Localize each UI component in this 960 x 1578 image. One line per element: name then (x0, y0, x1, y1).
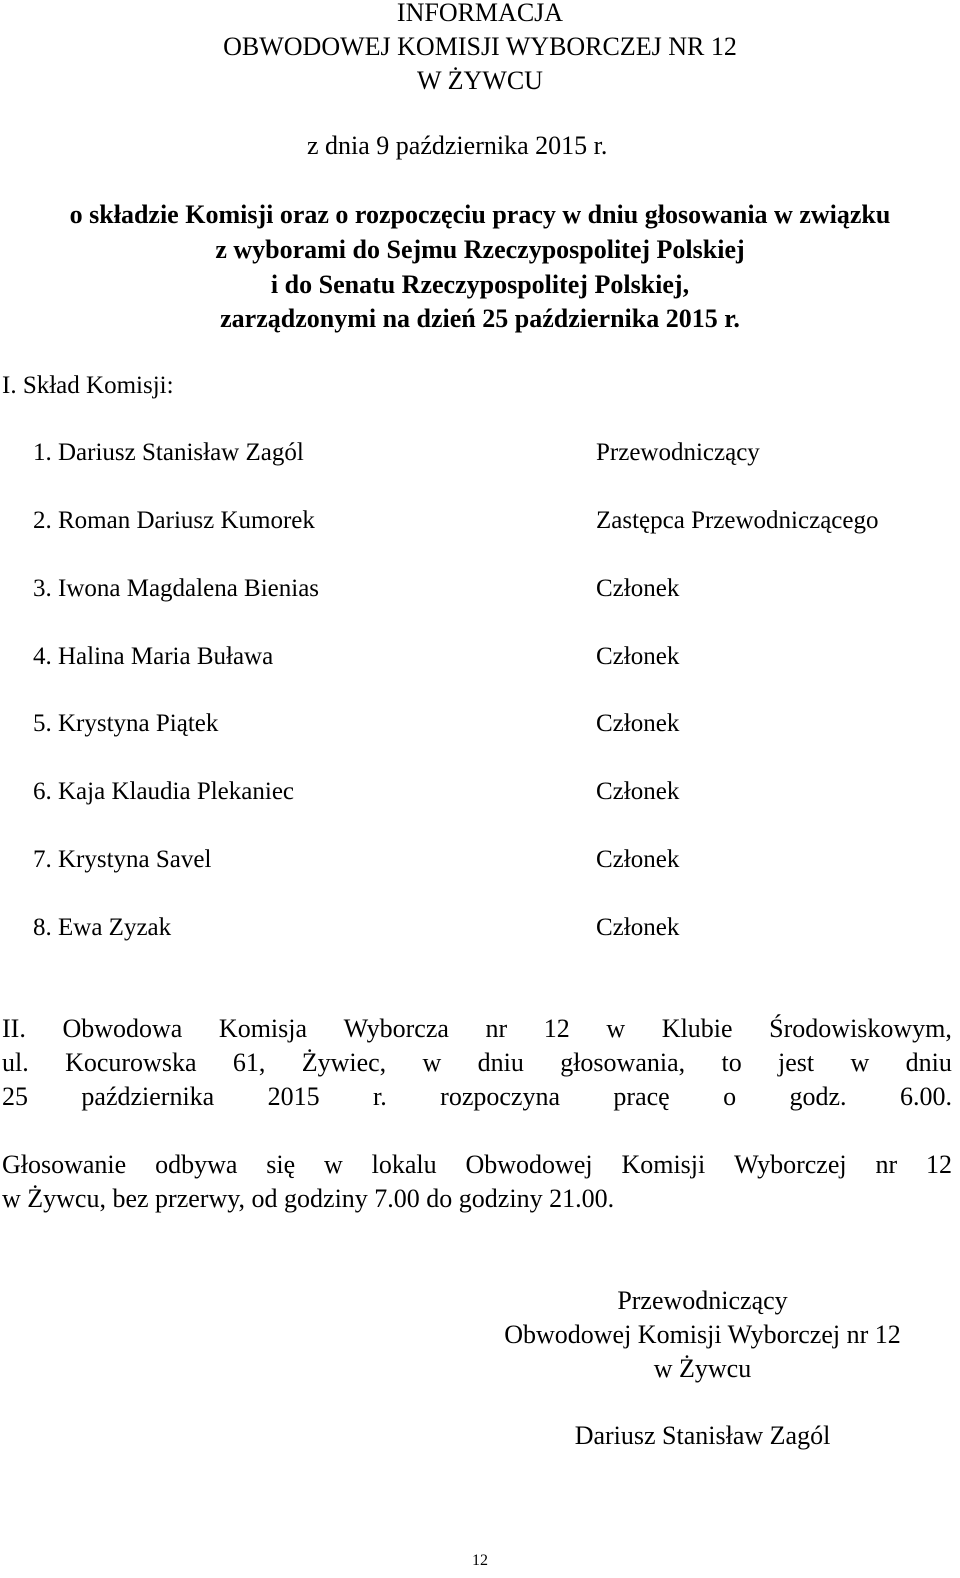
section2-line1 (2, 1016, 952, 1042)
section2-line3 (2, 1084, 952, 1110)
paragraph-word: Żywiec, (301, 1048, 387, 1077)
subject-line4: zarządzonymi na dzień 25 października 2015 r. (220, 304, 740, 333)
paragraph-word: jest (778, 1048, 815, 1077)
member-role: Członek (596, 914, 680, 941)
member-role: Członek (596, 643, 680, 670)
paragraph-word: w (324, 1150, 343, 1179)
subject-line3: i do Senatu Rzeczypospolitej Polskiej, (270, 270, 690, 299)
page-number: 12 (472, 1552, 488, 1569)
member-name: 6. Kaja Klaudia Plekaniec (33, 778, 295, 805)
document-title-line1: INFORMACJA (396, 0, 564, 27)
paragraph-word: o (723, 1082, 737, 1111)
paragraph-word: dniu (905, 1048, 952, 1077)
member-name: 5. Krystyna Piątek (33, 710, 219, 737)
paragraph-word: 12 (925, 1150, 952, 1179)
paragraph-word: w (422, 1048, 442, 1077)
signature-name: Dariusz Stanisław Zagól (574, 1421, 831, 1450)
member-role: Członek (596, 846, 680, 873)
member-name: 8. Ewa Zyzak (33, 914, 172, 941)
paragraph-word: Klubie (661, 1014, 733, 1043)
member-role: Członek (596, 575, 680, 602)
paragraph-word: ul. (2, 1048, 29, 1077)
member-name: 3. Iwona Magdalena Bienias (33, 575, 320, 602)
signature-location: w Żywcu (653, 1354, 752, 1383)
subject-line1: o składzie Komisji oraz o rozpoczęciu pracy w dniu głosowania w związku (69, 200, 891, 229)
paragraph-word: w (850, 1048, 870, 1077)
paragraph-word: r. (373, 1082, 387, 1111)
member-name: 4. Halina Maria Buława (33, 643, 274, 670)
member-role: Przewodniczący (596, 439, 760, 466)
composition-heading: I. Skład Komisji: (2, 372, 174, 399)
paragraph-word: Głosowanie (2, 1150, 127, 1179)
signature-commission: Obwodowej Komisji Wyborczej nr 12 (504, 1320, 901, 1349)
paragraph-word: 2015 (267, 1082, 320, 1111)
member-name: 7. Krystyna Savel (33, 846, 212, 873)
paragraph-word: II. (2, 1014, 26, 1043)
paragraph-word: Kocurowska (65, 1048, 197, 1077)
voting-line2: w Żywcu, bez przerwy, od godziny 7.00 do godziny 21.00. (2, 1184, 615, 1213)
paragraph-word: rozpoczyna (440, 1082, 560, 1111)
document-date: z dnia 9 października 2015 r. (307, 131, 608, 160)
paragraph-word: Komisja (218, 1014, 308, 1043)
member-role: Członek (596, 778, 680, 805)
paragraph-word: Środowiskowym, (769, 1014, 952, 1043)
paragraph-word: nr (875, 1150, 898, 1179)
paragraph-word: 12 (543, 1014, 570, 1043)
paragraph-word: w (606, 1014, 626, 1043)
document-title-line2: OBWODOWEJ KOMISJI WYBORCZEJ NR 12 (223, 32, 737, 61)
paragraph-word: się (266, 1150, 296, 1179)
paragraph-word: pracę (613, 1082, 670, 1111)
paragraph-word: lokalu (371, 1150, 437, 1179)
paragraph-word: 25 (2, 1082, 28, 1111)
paragraph-word: głosowania, (560, 1048, 686, 1077)
paragraph-word: Obwodowej (465, 1150, 593, 1179)
member-name: 1. Dariusz Stanisław Zagól (33, 439, 304, 466)
member-role: Członek (596, 710, 680, 737)
document-title-line3: W ŻYWCU (417, 66, 543, 95)
paragraph-word: to (721, 1048, 742, 1077)
paragraph-word: odbywa (155, 1150, 238, 1179)
subject-line2: z wyborami do Sejmu Rzeczypospolitej Polskiej (215, 235, 745, 264)
paragraph-word: Wyborczej (734, 1150, 847, 1179)
member-name: 2. Roman Dariusz Kumorek (33, 507, 315, 534)
paragraph-word: 61, (232, 1048, 266, 1077)
paragraph-word: nr (485, 1014, 508, 1043)
paragraph-word: Wyborcza (343, 1014, 449, 1043)
signature-title: Przewodniczący (617, 1286, 788, 1315)
paragraph-word: Komisji (621, 1150, 706, 1179)
paragraph-word: godz. (789, 1082, 847, 1111)
paragraph-word: października (81, 1082, 215, 1111)
paragraph-word: 6.00. (899, 1082, 952, 1111)
member-role: Zastępca Przewodniczącego (596, 507, 879, 534)
voting-line1 (2, 1152, 952, 1178)
section2-line2 (2, 1050, 952, 1076)
paragraph-word: Obwodowa (62, 1014, 183, 1043)
paragraph-word: dniu (477, 1048, 524, 1077)
